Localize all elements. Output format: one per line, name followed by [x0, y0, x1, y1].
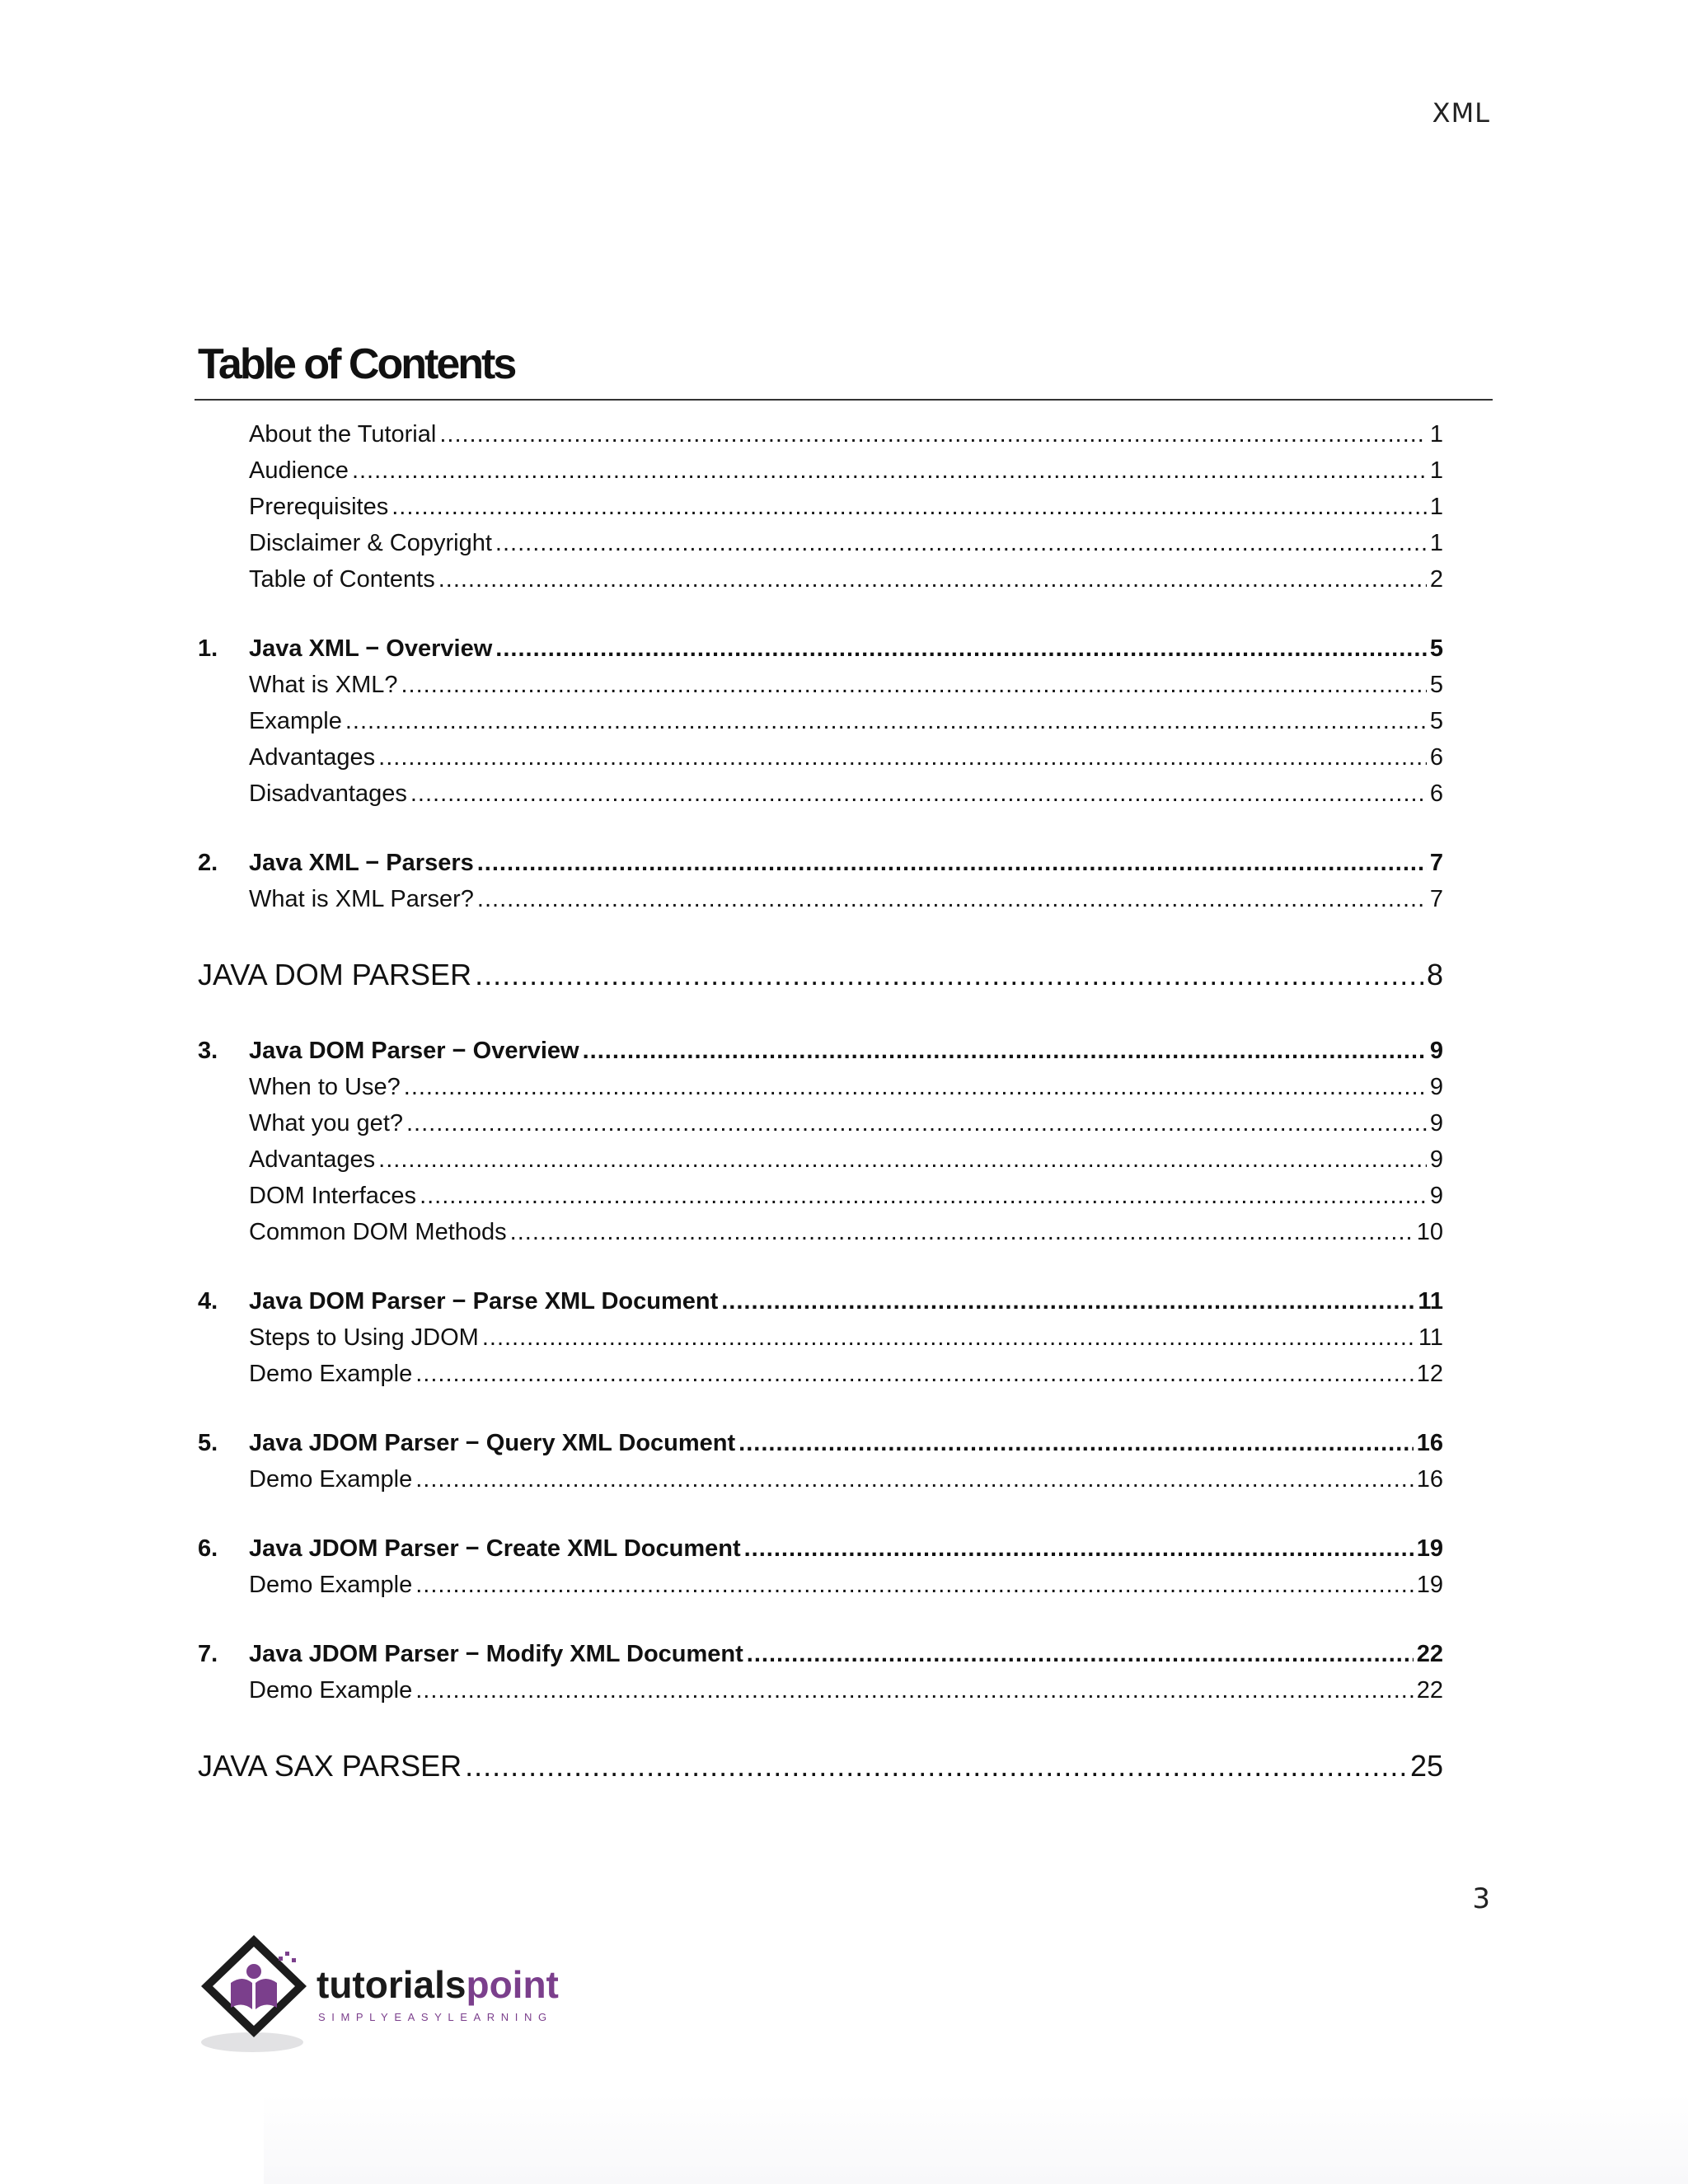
- toc-entry-row[interactable]: [198, 416, 1443, 452]
- toc-chapter-row[interactable]: [198, 1530, 1443, 1567]
- logo-wordmark-accent: point: [466, 1963, 559, 2006]
- toc-entry-row[interactable]: [198, 703, 1443, 739]
- toc-entry-label: Example: [249, 708, 342, 734]
- toc-page-number: 11: [1418, 1324, 1443, 1351]
- toc-entry-row[interactable]: [198, 1356, 1443, 1392]
- toc-dot-leader: [392, 489, 1427, 525]
- toc-chapter-number: 6.: [198, 1535, 218, 1562]
- toc-page-number: 19: [1416, 1535, 1443, 1562]
- toc-page-number: 2: [1429, 566, 1443, 593]
- toc-dot-leader: [583, 1033, 1427, 1069]
- toc-dot-leader: [721, 1283, 1414, 1319]
- toc-entry-row[interactable]: [198, 1069, 1443, 1105]
- toc-dot-leader: [510, 1214, 1414, 1250]
- toc-entry-label: Prerequisites: [249, 494, 389, 520]
- toc-entry-label: Java XML − Overview: [249, 635, 493, 662]
- toc-page-number: 5: [1429, 708, 1443, 734]
- toc-entry-label: Demo Example: [249, 1572, 413, 1598]
- toc-page-number: 19: [1416, 1572, 1443, 1598]
- toc-part-row[interactable]: [198, 950, 1443, 1000]
- toc-chapter-row[interactable]: [198, 845, 1443, 881]
- toc-dot-leader: [438, 561, 1427, 598]
- toc-page-number: 7: [1429, 850, 1443, 876]
- toc-entry-row[interactable]: [198, 489, 1443, 525]
- toc-entry-label: Java JDOM Parser − Create XML Document: [249, 1535, 741, 1562]
- toc-dot-leader: [482, 1319, 1415, 1356]
- toc-entry-label: Demo Example: [249, 1361, 413, 1387]
- toc-entry-row[interactable]: [198, 1461, 1443, 1497]
- toc-entry-label: JAVA DOM PARSER: [198, 958, 472, 991]
- toc-dot-leader: [415, 1461, 1413, 1497]
- toc-entry-label: What is XML?: [249, 672, 398, 698]
- toc-entry-label: JAVA SAX PARSER: [198, 1749, 462, 1783]
- toc-page-number: 8: [1426, 958, 1443, 991]
- running-header: XML: [1432, 97, 1490, 129]
- toc-dot-leader: [404, 1069, 1427, 1105]
- toc-entry-label: Java DOM Parser − Overview: [249, 1038, 579, 1064]
- toc-page-number: 9: [1429, 1038, 1443, 1064]
- toc-page-number: 9: [1429, 1110, 1443, 1137]
- toc-dot-leader: [495, 525, 1427, 561]
- toc-entry-label: What you get?: [249, 1110, 403, 1137]
- toc-entry-row[interactable]: [198, 1105, 1443, 1141]
- toc-entry-label: Disclaimer & Copyright: [249, 530, 492, 556]
- toc-page-number: 11: [1418, 1288, 1443, 1315]
- logo-tagline: SIMPLYEASYLEARNING: [318, 2011, 553, 2023]
- toc-dot-leader: [439, 416, 1427, 452]
- toc-entry-row[interactable]: [198, 739, 1443, 776]
- toc-page-number: 1: [1429, 421, 1443, 448]
- toc-entry-row[interactable]: [198, 667, 1443, 703]
- toc-entry-row[interactable]: [198, 776, 1443, 812]
- toc-entry-label: Demo Example: [249, 1466, 413, 1493]
- toc-entry-label: When to Use?: [249, 1074, 401, 1100]
- toc-dot-leader: [495, 630, 1427, 667]
- toc-entry-label: Demo Example: [249, 1677, 413, 1704]
- toc-dot-leader: [352, 452, 1427, 489]
- toc-page-number: 9: [1429, 1183, 1443, 1209]
- toc-entry-row[interactable]: [198, 561, 1443, 598]
- toc-chapter-number: 3.: [198, 1038, 218, 1064]
- toc-entry-label: Java DOM Parser − Parse XML Document: [249, 1288, 719, 1315]
- toc-entry-label: What is XML Parser?: [249, 886, 474, 912]
- toc-chapter-number: 2.: [198, 850, 218, 876]
- toc-entry-label: Advantages: [249, 744, 376, 771]
- toc-dot-leader: [415, 1567, 1413, 1603]
- toc-dot-leader: [345, 703, 1427, 739]
- page-title: Table of Contents: [198, 340, 515, 388]
- reader-icon: [246, 1964, 261, 1979]
- toc-dot-leader: [378, 1141, 1427, 1178]
- toc-entry-row[interactable]: [198, 1214, 1443, 1250]
- toc-page-number: 22: [1416, 1677, 1443, 1704]
- toc-page-number: 6: [1429, 780, 1443, 807]
- toc-page-number: 16: [1416, 1466, 1443, 1493]
- logo-wordmark: [316, 1963, 559, 2006]
- toc-chapter-number: 7.: [198, 1641, 218, 1667]
- toc-list: [198, 416, 1443, 1802]
- toc-dot-leader: [378, 739, 1427, 776]
- toc-chapter-row[interactable]: [198, 1425, 1443, 1461]
- toc-chapter-row[interactable]: [198, 1636, 1443, 1672]
- toc-page-number: 10: [1416, 1219, 1443, 1245]
- toc-entry-row[interactable]: [198, 881, 1443, 917]
- toc-page-number: 6: [1429, 744, 1443, 771]
- toc-page-number: 1: [1429, 457, 1443, 484]
- toc-entry-row[interactable]: [198, 1141, 1443, 1178]
- toc-entry-row[interactable]: [198, 1672, 1443, 1708]
- toc-dot-leader: [415, 1356, 1413, 1392]
- toc-entry-label: Java JDOM Parser − Modify XML Document: [249, 1641, 743, 1667]
- toc-entry-label: Steps to Using JDOM: [249, 1324, 479, 1351]
- toc-entry-label: Table of Contents: [249, 566, 435, 593]
- toc-dot-leader: [420, 1178, 1427, 1214]
- toc-entry-label: Java JDOM Parser − Query XML Document: [249, 1430, 736, 1456]
- toc-entry-label: DOM Interfaces: [249, 1183, 417, 1209]
- toc-page-number: 1: [1429, 530, 1443, 556]
- footer-shade: [264, 2093, 1688, 2184]
- toc-entry-label: Advantages: [249, 1146, 376, 1173]
- toc-dot-leader: [465, 1741, 1407, 1791]
- toc-chapter-row[interactable]: [198, 630, 1443, 667]
- page-number: 3: [1472, 1882, 1490, 1915]
- toc-page-number: 9: [1429, 1074, 1443, 1100]
- toc-part-row[interactable]: [198, 1741, 1443, 1791]
- toc-dot-leader: [410, 776, 1427, 812]
- toc-dot-leader: [477, 881, 1427, 917]
- toc-dot-leader: [475, 950, 1423, 1000]
- toc-dot-leader: [747, 1636, 1414, 1672]
- toc-page-number: 25: [1409, 1749, 1443, 1783]
- toc-entry-label: About the Tutorial: [249, 421, 437, 448]
- toc-entry-row[interactable]: [198, 1319, 1443, 1356]
- logo-wordmark-dark: tutorials: [316, 1963, 467, 2006]
- toc-page-number: 16: [1416, 1430, 1443, 1456]
- tutorialspoint-logo: [195, 1929, 623, 2060]
- toc-chapter-number: 4.: [198, 1288, 218, 1315]
- toc-entry-row[interactable]: [198, 1178, 1443, 1214]
- toc-dot-leader: [406, 1105, 1427, 1141]
- title-divider: [195, 399, 1493, 401]
- toc-page-number: 12: [1416, 1361, 1443, 1387]
- toc-page-number: 5: [1429, 635, 1443, 662]
- toc-entry-row[interactable]: [198, 452, 1443, 489]
- toc-entry-row[interactable]: [198, 525, 1443, 561]
- toc-entry-row[interactable]: [198, 1567, 1443, 1603]
- toc-entry-label: Common DOM Methods: [249, 1219, 507, 1245]
- toc-entry-label: Java XML − Parsers: [249, 850, 474, 876]
- toc-page-number: 1: [1429, 494, 1443, 520]
- toc-dot-leader: [738, 1425, 1414, 1461]
- toc-entry-label: Audience: [249, 457, 349, 484]
- toc-page-number: 7: [1429, 886, 1443, 912]
- toc-dot-leader: [415, 1672, 1413, 1708]
- toc-chapter-number: 5.: [198, 1430, 218, 1456]
- toc-chapter-number: 1.: [198, 635, 218, 662]
- toc-chapter-row[interactable]: [198, 1283, 1443, 1319]
- toc-page-number: 5: [1429, 672, 1443, 698]
- toc-dot-leader: [744, 1530, 1414, 1567]
- toc-dot-leader: [477, 845, 1427, 881]
- toc-dot-leader: [401, 667, 1427, 703]
- toc-page-number: 22: [1416, 1641, 1443, 1667]
- toc-entry-label: Disadvantages: [249, 780, 407, 807]
- toc-chapter-row[interactable]: [198, 1033, 1443, 1069]
- toc-page-number: 9: [1429, 1146, 1443, 1173]
